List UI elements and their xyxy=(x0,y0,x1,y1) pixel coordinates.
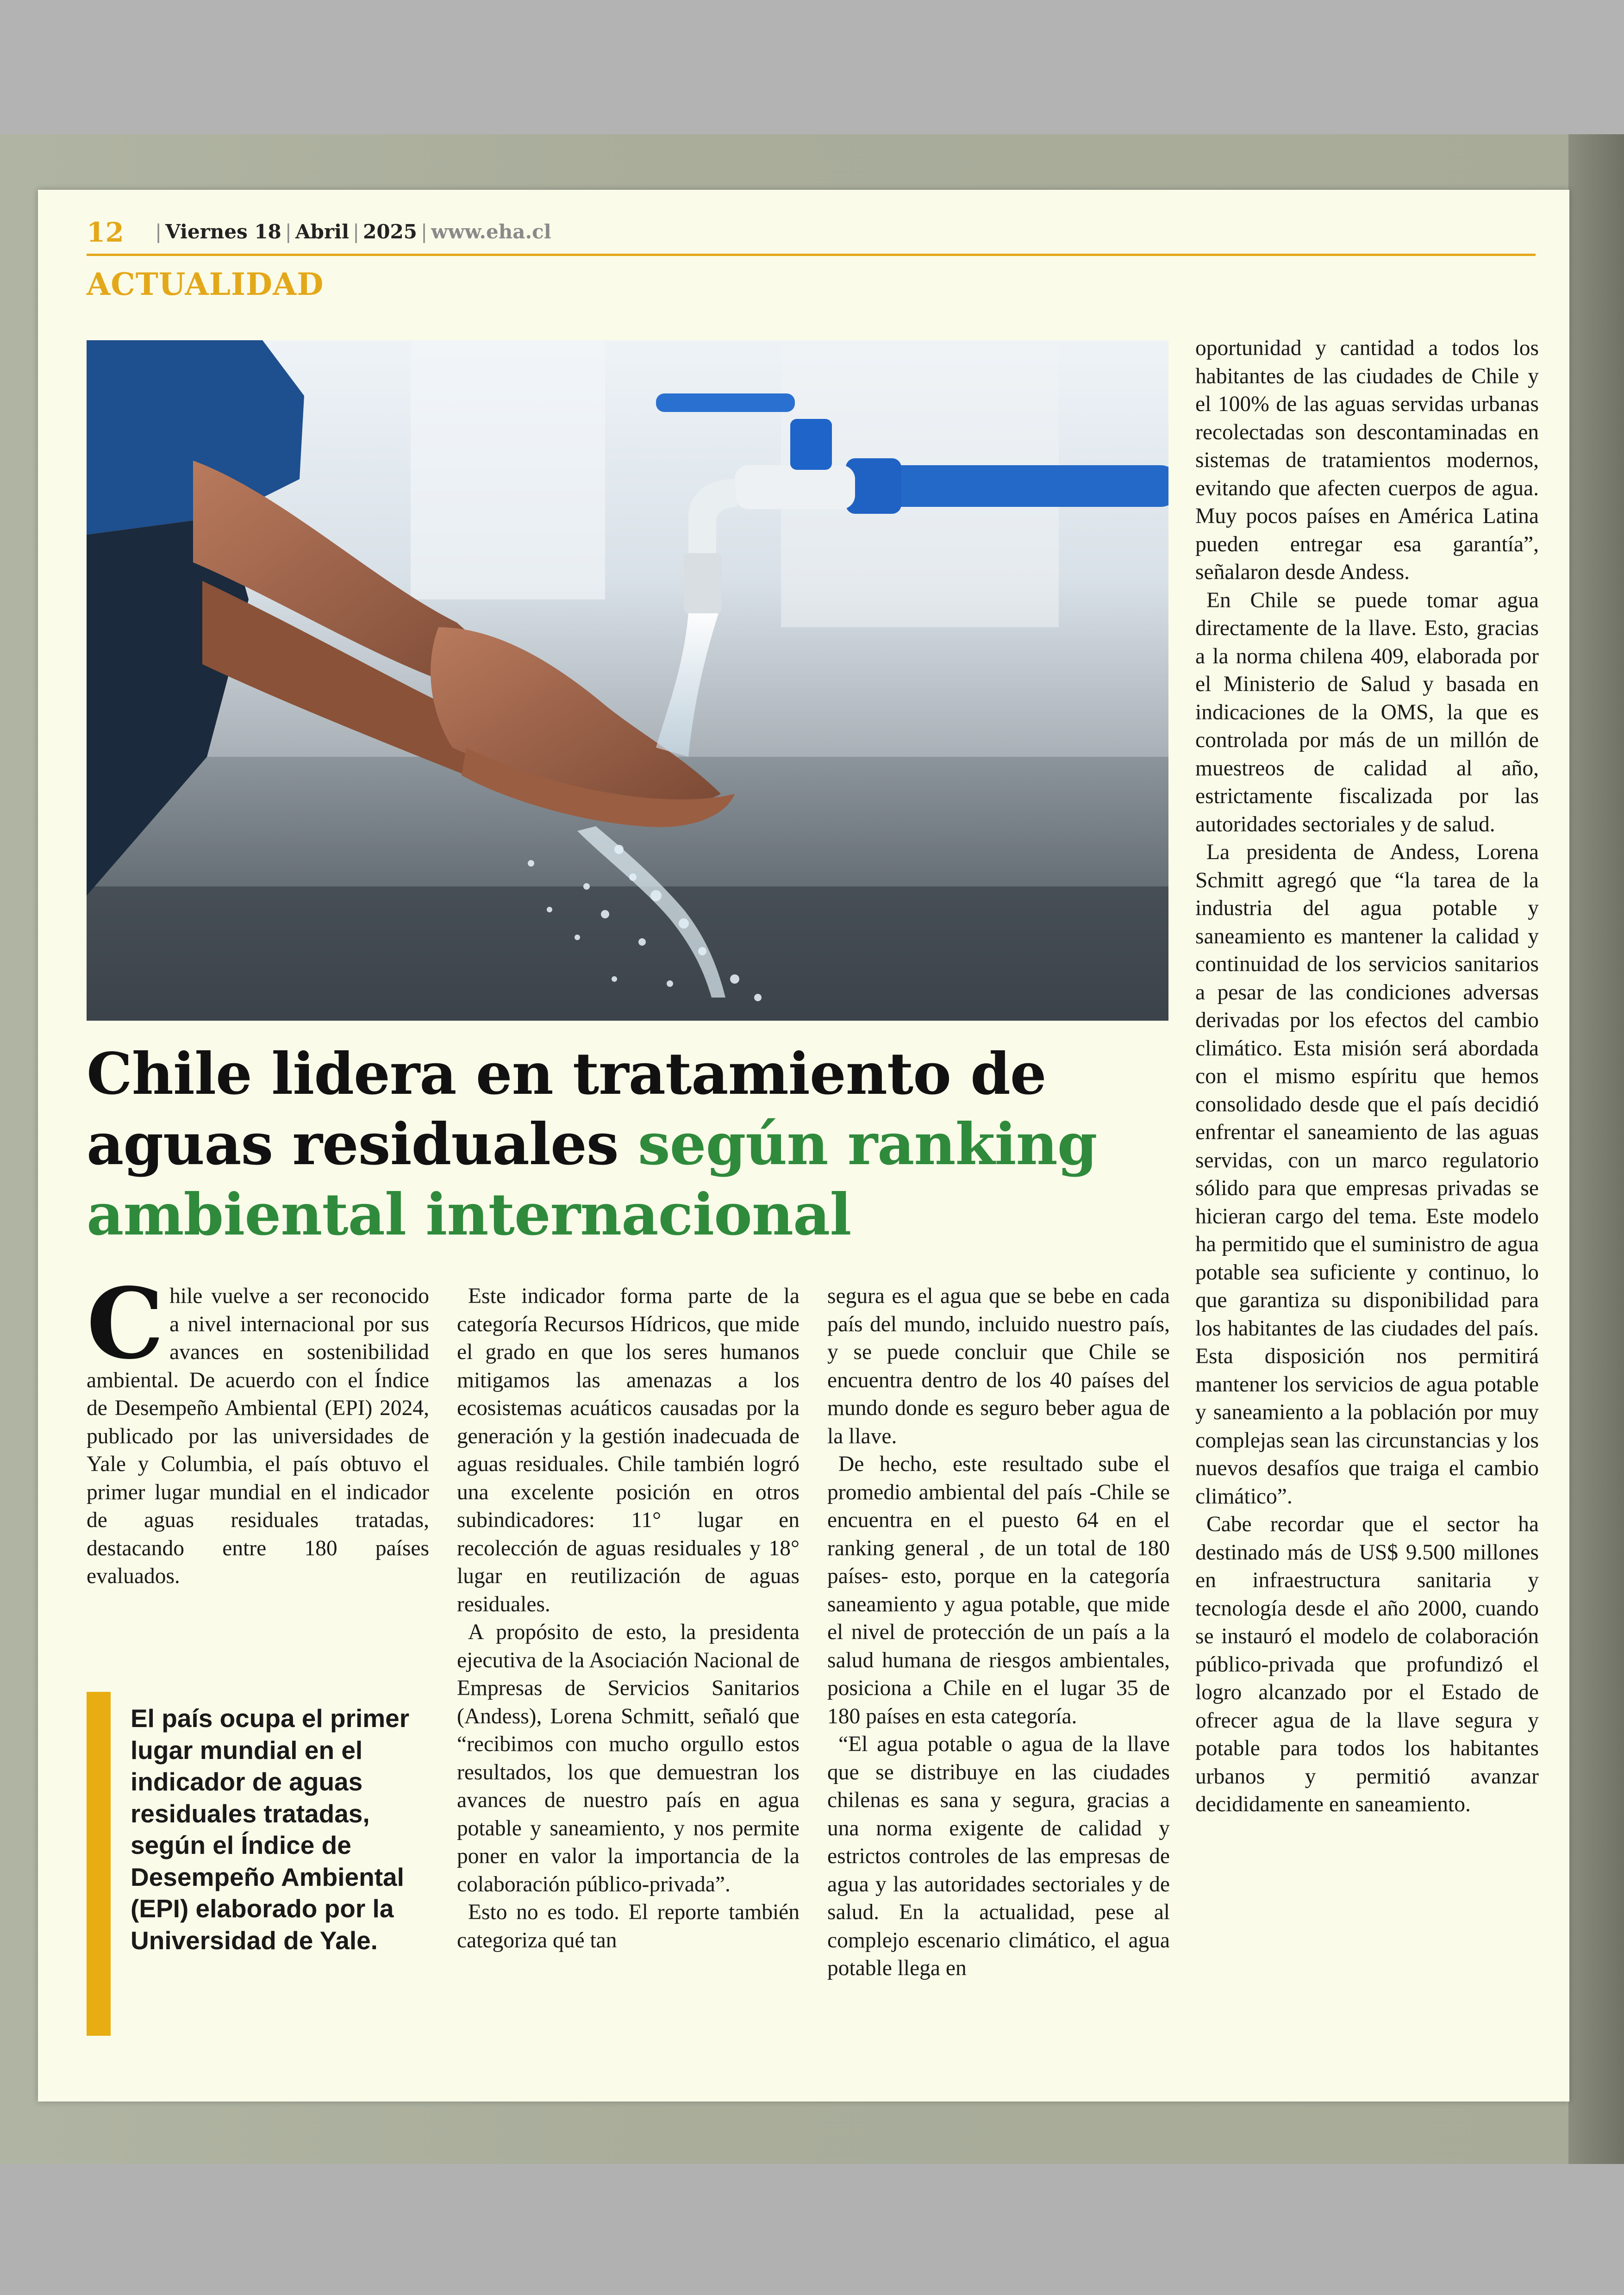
paragraph: oportunidad y cantidad a todos los habitantes de las ciudades de Chile y el 100% de las aguas servidas urbanas recolectadas son descontaminadas en sistemas de tratamientos modernos, evitando que afecten cuerpos de agua. Muy pocos países en América Latina pueden entregar esa garantía”, señalaron desde Andess. xyxy=(1195,336,1539,584)
paragraph: En Chile se puede tomar agua directamente de la llave. Esto, gracias a la norma chilena 409, elaborada por el Ministerio de Salud y basada en indicaciones de la OMS, la que es controlada por más de un millón de muestreos de calidad al año, estrictamente fiscalizada por las autoridades sectoriales y de salud. xyxy=(1195,588,1539,836)
newspaper-page xyxy=(38,190,1569,2102)
paragraph: La presidenta de Andess, Lorena Schmitt agregó que “la tarea de la industria del agua potable y saneamiento es mantener la calidad y continuidad de los servicios sanitarios a pesar de las condiciones adversas derivadas por los efectos del cambio climático. Esta misión será abordada con el mismo espíritu que hemos consolidado desde que el país decidió enfrentar el saneamiento de las aguas servidas, con un marco regulatorio sólido para que empresas privadas se hicieran cargo del tema. Este modelo ha permitido que el suministro de agua potable sea suficiente y continuo, lo que garantiza su disponibilidad para los habitantes de las ciudades del país. Esta disposición nos permitirá mantener los servicios de agua potable y saneamiento a la población por muy complejas sean las circunstancias y los nuevos desafíos que traiga el cambio climático”. xyxy=(1195,840,1539,1509)
paragraph: Cabe recordar que el sector ha destinado más de US$ 9.500 millones en infraestructura sanitaria y tecnología desde el año 2000, cuando se instauró el modelo de colaboración público-privada que profundizó el logro alcanzado por el Estado de ofrecer agua de la llave segura y potable para todos los habitantes urbanos y permitió avanzar decididamente en saneamiento. xyxy=(1195,1512,1539,1816)
hands-under-tap-photo xyxy=(87,340,1168,1021)
header-rule xyxy=(87,254,1536,256)
site-url[interactable]: www.eha.cl xyxy=(431,220,551,243)
page-number: 12 xyxy=(87,217,124,248)
pull-quote: El país ocupa el primer lugar mundial en el indicador de aguas residuales tratadas, según el Índice de Desempeño Ambiental (EPI) elaborado por la Universidad de Yale. xyxy=(131,1704,410,1955)
paragraph: De hecho, este resultado sube el promedio ambiental del país -Chile se encuentra en el puesto 64 en el ranking general , de un total de 180 países- esto, porque en la categoría saneamiento y agua potable, que mide el nivel de protección de un país a la salud humana de riesgos ambientales, posiciona a Chile en el lugar 35 de 180 países en esta categoría. xyxy=(827,1452,1170,1728)
article-column-1 xyxy=(87,1266,429,1590)
page-edge-shadow xyxy=(1568,134,1624,2164)
section-label: ACTUALIDAD xyxy=(87,266,324,302)
article-column-2 xyxy=(457,1282,800,1954)
paragraph: Este indicador forma parte de la categoría Recursos Hídricos, que mide el grado en que los seres humanos mitigamos las amenazas a los ecosistemas acuáticos causadas por la generación y la gestión inadecuada de aguas residuales. Chile también logró una excelente posición en otros subindicadores: 11° lugar en recolección de aguas residuales y 18° lugar en reutilización de aguas residuales. xyxy=(457,1284,800,1616)
paragraph: segura es el agua que se bebe en cada país del mundo, incluido nuestro país, y se puede concluir que Chile se encuentra dentro de los 40 países del mundo donde es seguro beber agua de la llave. xyxy=(827,1284,1170,1448)
issue-month: Abril xyxy=(295,220,349,243)
page-header xyxy=(87,208,1536,255)
issue-year: 2025 xyxy=(363,220,418,243)
issue-date: | Viernes 18 | Abril | 2025 | www.eha.cl xyxy=(155,220,551,243)
article-photo xyxy=(87,340,1168,1021)
article-column-3 xyxy=(827,1282,1170,1983)
drop-cap: C xyxy=(87,1266,164,1381)
paragraph: Esto no es todo. El reporte también categoriza qué tan xyxy=(457,1900,800,1952)
issue-day: Viernes 18 xyxy=(165,220,281,243)
headline-highlight: según ranking ambiental internacional xyxy=(87,1111,1097,1248)
article-column-4 xyxy=(1195,334,1539,1819)
headline-main: Chile lidera en tratamiento de aguas residuales xyxy=(87,1041,1046,1178)
pull-quote-bar xyxy=(87,1692,111,2036)
top-margin xyxy=(0,0,1624,134)
paragraph: hile vuelve a ser reconocido a nivel internacional por sus avances en sostenibilidad ambiental. De acuerdo con el Índice de Desempeño Ambiental (EPI) 2024, publicado por las universidades de Yale y Columbia, el país obtuvo el primer lugar mundial en el indicador de aguas residuales tratadas, destacando entre 180 países evaluados. xyxy=(87,1284,429,1588)
paragraph: “El agua potable o agua de la llave que se distribuye en las ciudades chilenas es sana y segura, gracias a una norma exigente de calidad y estrictos controles de las empresas de agua y las autoridades sectoriales y de salud. En la actualidad, pese al complejo escenario climático, el agua potable llega en xyxy=(827,1732,1170,1980)
bottom-margin xyxy=(0,2164,1624,2295)
paragraph: A propósito de esto, la presidenta ejecutiva de la Asociación Nacional de Empresas de Servicios Sanitarios (Andess), Lorena Schmitt, señaló que “recibimos con mucho orgullo estos resultados, los que demuestran los avances de nuestro país en agua potable y saneamiento, y nos permite poner en valor la importancia de la colaboración público-privada”. xyxy=(457,1620,800,1896)
article-headline xyxy=(87,1039,1179,1250)
